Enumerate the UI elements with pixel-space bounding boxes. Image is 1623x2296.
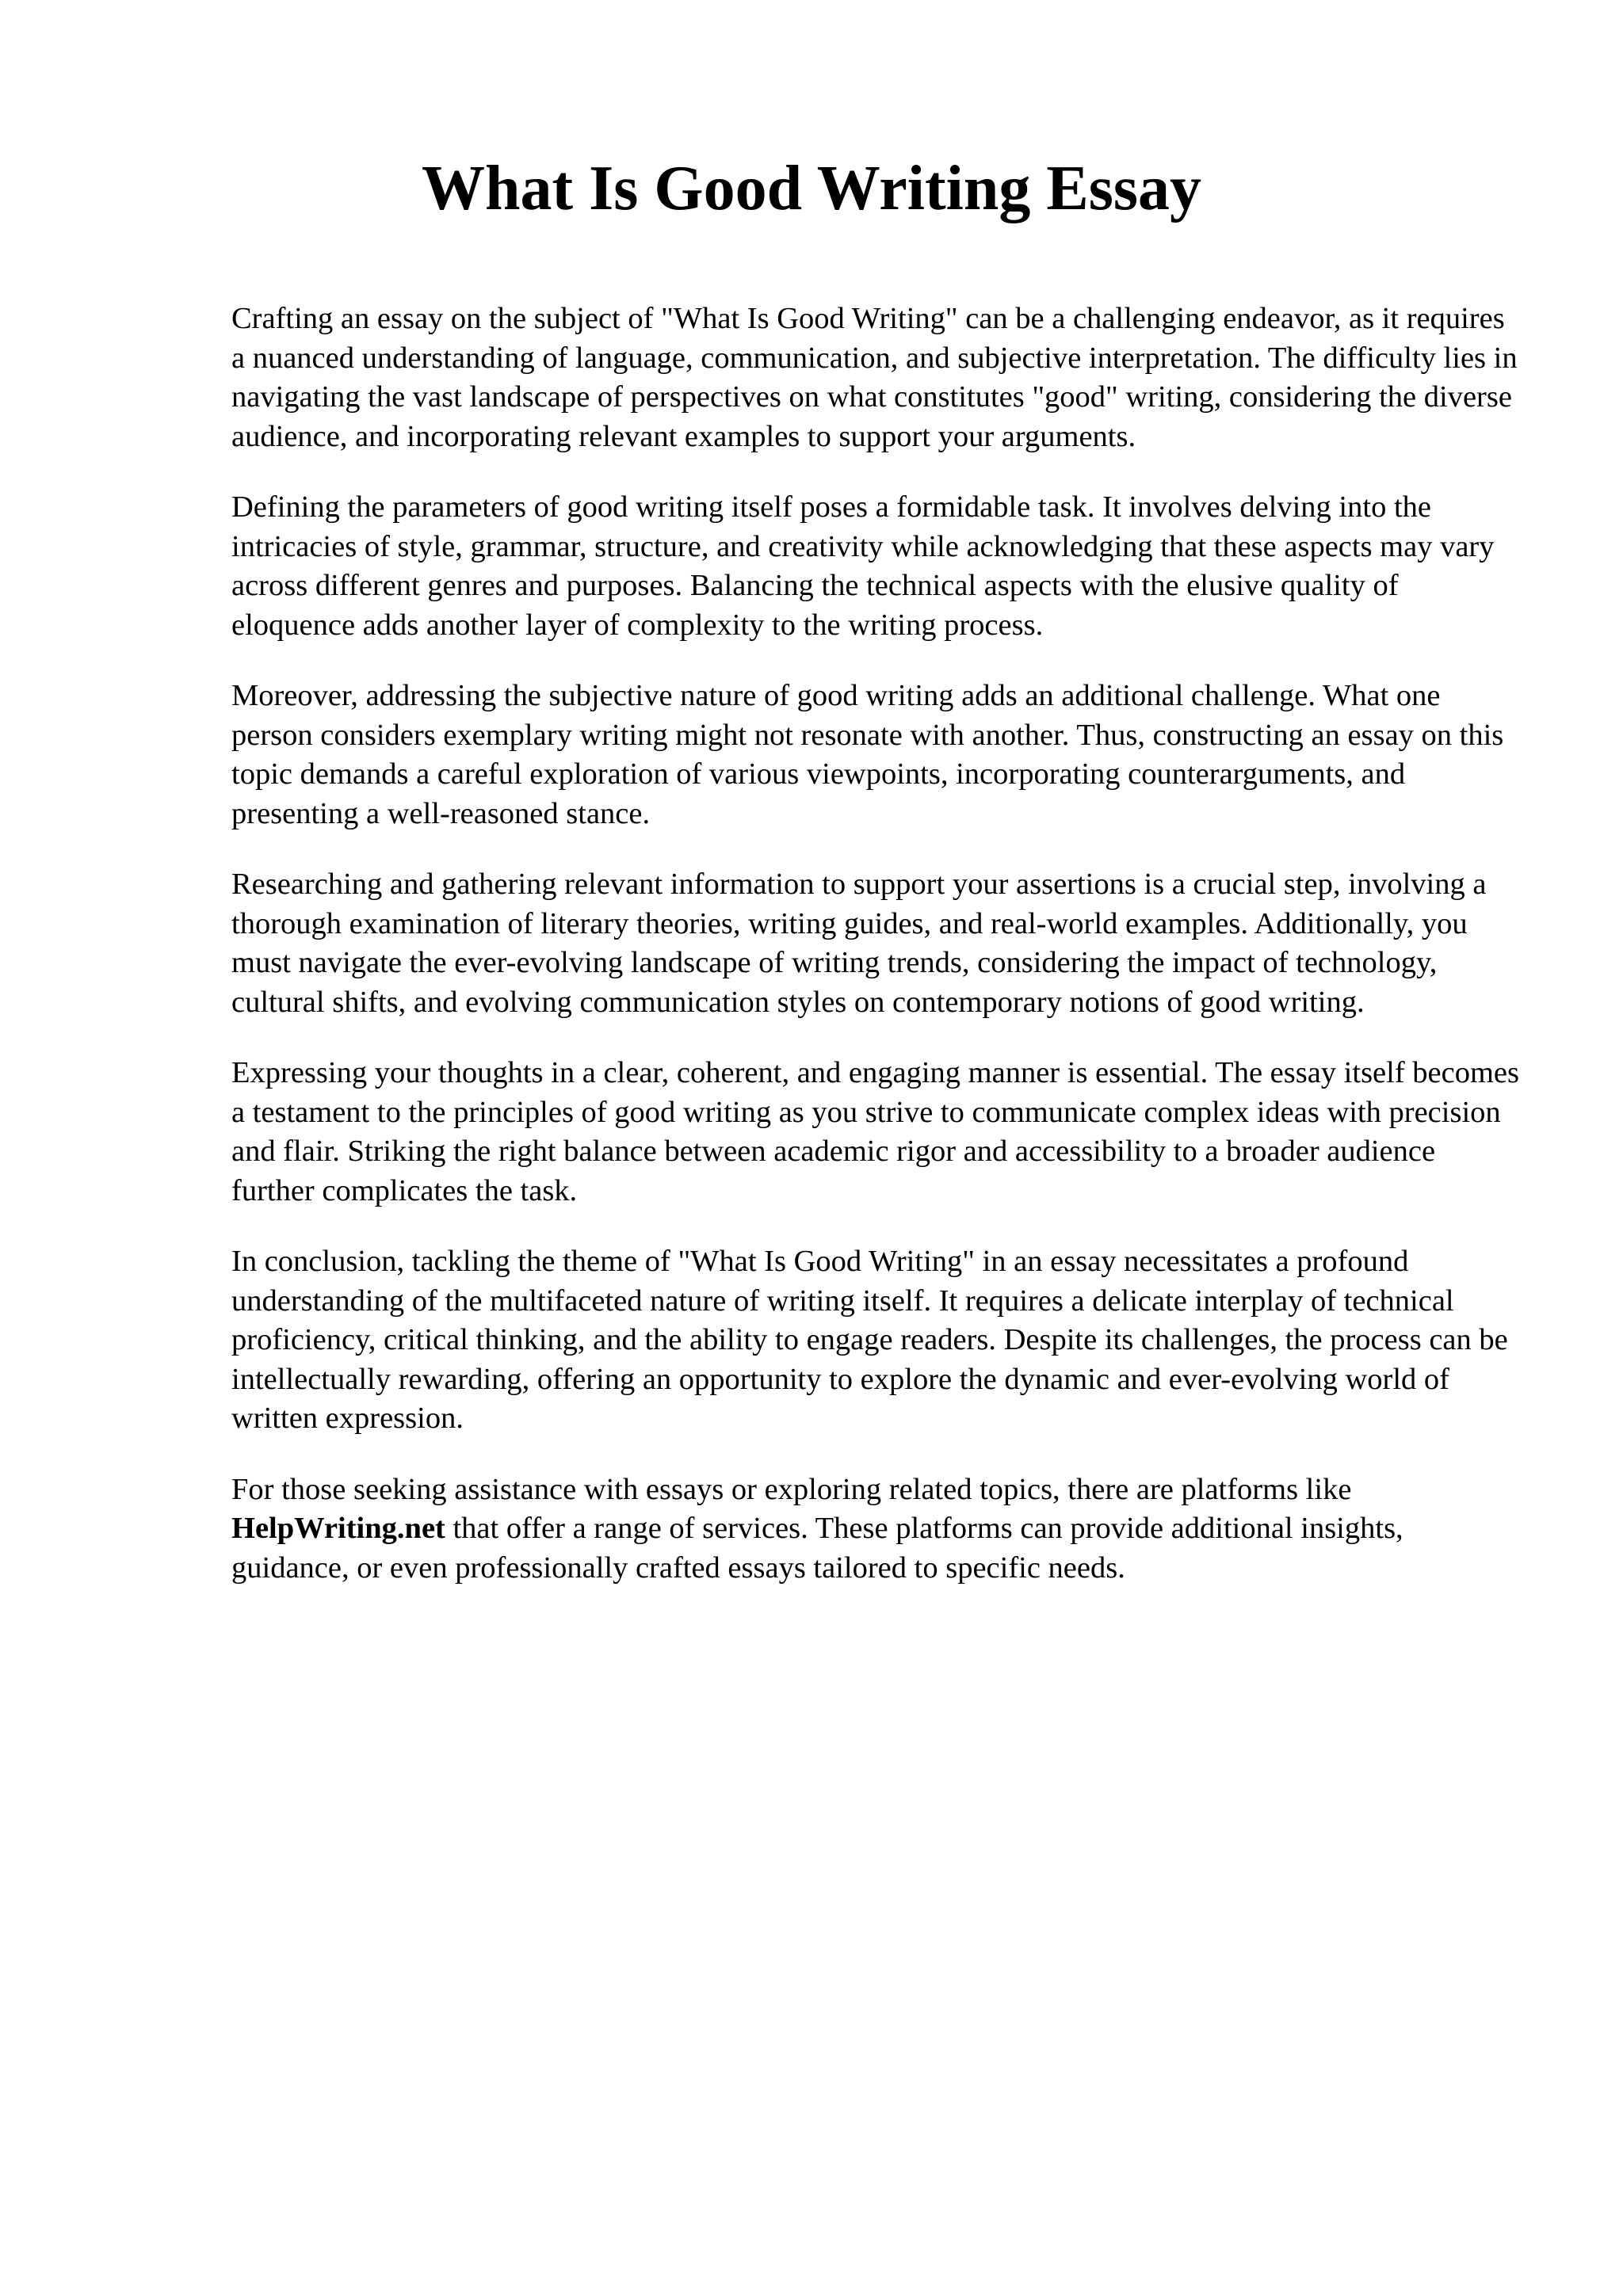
helpwriting-brand: HelpWriting.net	[231, 1512, 445, 1545]
document-title: What Is Good Writing Essay	[422, 154, 1201, 223]
closing-text-after: that offer a range of services. These platforms can provide additional insights, guidance, or even professionally crafted essays tailored to specific needs.	[231, 1512, 1403, 1585]
closing-paragraph	[231, 1470, 1519, 1589]
paragraph-2: Defining the parameters of good writing itself poses a formidable task. It involves delving into the intricacies of style, grammar, structure, and creativity while acknowledging that these aspects may vary across different genres and purposes. Balancing the technical aspects with the elusive quality of eloquence adds another layer of complexity to the writing process.	[231, 490, 1495, 642]
paragraph-3: Moreover, addressing the subjective nature of good writing adds an additional challenge. What one person considers exemplary writing might not resonate with another. Thus, constructing an essay on this topic demands a careful exploration of various viewpoints, incorporating counterarguments, and presenting a well-reasoned stance.	[231, 679, 1504, 830]
closing-text-before: For those seeking assistance with essays or exploring related topics, there are platforms like	[231, 1472, 1352, 1506]
paragraph-1: Crafting an essay on the subject of "What Is Good Writing" can be a challenging endeavor, as it requires a nuanced understanding of language, communication, and subjective interpretation. The difficulty lies in navigating the vast landscape of perspectives on what constitutes "good" writing, considering the diverse audience, and incorporating relevant examples to support your arguments.	[231, 302, 1518, 453]
paragraph-5: Expressing your thoughts in a clear, coherent, and engaging manner is essential. The essay itself becomes a testament to the principles of good writing as you strive to communicate complex ideas with precision and flair. Striking the right balance between academic rigor and accessibility to a broader audience further complicates the task.	[231, 1056, 1519, 1207]
paragraph-4: Researching and gathering relevant information to support your assertions is a crucial step, involving a thorough examination of literary theories, writing guides, and real-world examples. Additionally, you must navigate the ever-evolving landscape of writing trends, considering the impact of technology, cultural shifts, and evolving communication styles on contemporary notions of good writing.	[231, 868, 1487, 1019]
paragraph-6: In conclusion, tackling the theme of "What Is Good Writing" in an essay necessitates a profound understanding of the multifaceted nature of writing itself. It requires a delicate interplay of technical proficiency, critical thinking, and the ability to engage readers. Despite its challenges, the process can be intellectually rewarding, offering an opportunity to explore the dynamic and ever-evolving world of written expression.	[231, 1245, 1508, 1435]
document-body	[231, 299, 1519, 1619]
